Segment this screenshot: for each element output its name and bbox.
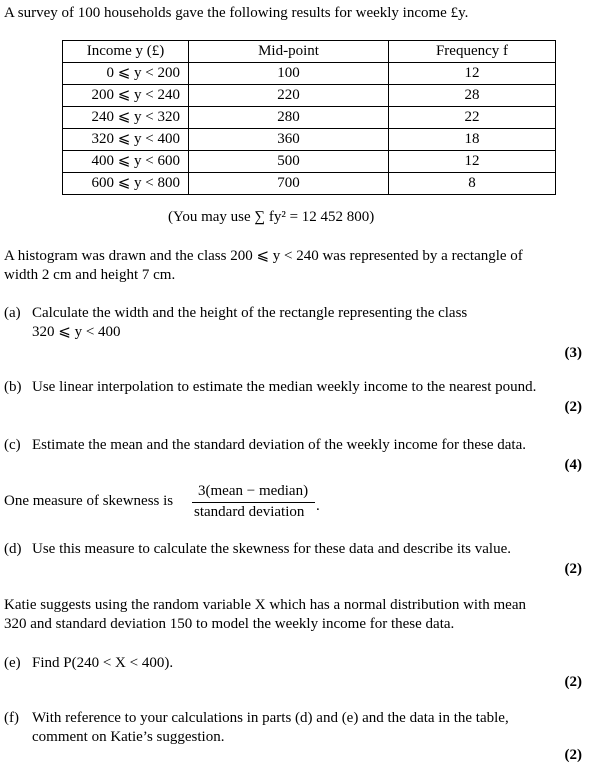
histogram-text-line-2: width 2 cm and height 7 cm. <box>4 267 176 283</box>
table-cell: 280 <box>189 107 389 129</box>
part-c-text: Estimate the mean and the standard deviation of the weekly income for these data. <box>32 437 526 453</box>
part-f-text-line-2: comment on Katie’s suggestion. <box>32 729 225 745</box>
table-cell: 28 <box>389 85 556 107</box>
table-cell: 500 <box>189 151 389 173</box>
column-header: Frequency f <box>389 41 556 63</box>
katie-text-line-1: Katie suggests using the random variable X which has a normal distribution with mean <box>4 597 526 613</box>
part-a-marks: (3) <box>564 345 582 361</box>
skewness-period: . <box>316 498 320 514</box>
table-cell: 18 <box>389 129 556 151</box>
histogram-text-line-1: A histogram was drawn and the class 200 ⩽ y < 240 was represented by a rectangle of <box>4 248 523 264</box>
table-cell: 12 <box>389 63 556 85</box>
part-e-label: (e) <box>4 655 21 671</box>
part-b-text: Use linear interpolation to estimate the median weekly income to the nearest pound. <box>32 379 537 395</box>
part-b-marks: (2) <box>564 399 582 415</box>
hint-text: (You may use ∑ fy² = 12 452 800) <box>168 209 375 225</box>
table-cell: 400 ⩽ y < 600 <box>63 151 189 173</box>
table-cell: 700 <box>189 173 389 195</box>
part-f-text-line-1: With reference to your calculations in parts (d) and (e) and the data in the table, <box>32 710 509 726</box>
part-a-label: (a) <box>4 305 21 321</box>
table-header-row <box>63 41 556 63</box>
part-d-marks: (2) <box>564 561 582 577</box>
part-c-label: (c) <box>4 437 21 453</box>
column-header: Mid-point <box>189 41 389 63</box>
table-cell: 220 <box>189 85 389 107</box>
table-cell: 0 ⩽ y < 200 <box>63 63 189 85</box>
part-e-text: Find P(240 < X < 400). <box>32 655 174 671</box>
income-table <box>62 40 556 195</box>
table-row <box>63 129 556 151</box>
table-cell: 320 ⩽ y < 400 <box>63 129 189 151</box>
part-f-label: (f) <box>4 710 19 726</box>
part-a-text-line-2: 320 ⩽ y < 400 <box>32 324 121 340</box>
skewness-denominator: standard deviation <box>194 504 305 520</box>
table-row <box>63 151 556 173</box>
skewness-intro: One measure of skewness is <box>4 493 174 509</box>
skewness-numerator: 3(mean − median) <box>198 483 309 499</box>
table-cell: 200 ⩽ y < 240 <box>63 85 189 107</box>
table-cell: 600 ⩽ y < 800 <box>63 173 189 195</box>
table-row <box>63 63 556 85</box>
table-cell: 22 <box>389 107 556 129</box>
table-cell: 8 <box>389 173 556 195</box>
part-f-marks: (2) <box>564 747 582 763</box>
column-header: Income y (£) <box>63 41 189 63</box>
part-c-marks: (4) <box>564 457 582 473</box>
part-a-text-line-1: Calculate the width and the height of the rectangle representing the class <box>32 305 468 321</box>
table-row <box>63 173 556 195</box>
part-d-text: Use this measure to calculate the skewness for these data and describe its value. <box>32 541 511 557</box>
part-b-label: (b) <box>4 379 22 395</box>
katie-text-line-2: 320 and standard deviation 150 to model the weekly income for these data. <box>4 616 455 632</box>
part-d-label: (d) <box>4 541 22 557</box>
table-row <box>63 85 556 107</box>
table-cell: 12 <box>389 151 556 173</box>
table-cell: 360 <box>189 129 389 151</box>
part-e-marks: (2) <box>564 674 582 690</box>
intro-text: A survey of 100 households gave the following results for weekly income £y. <box>4 5 469 21</box>
table-cell: 240 ⩽ y < 320 <box>63 107 189 129</box>
table-cell: 100 <box>189 63 389 85</box>
table-row <box>63 107 556 129</box>
